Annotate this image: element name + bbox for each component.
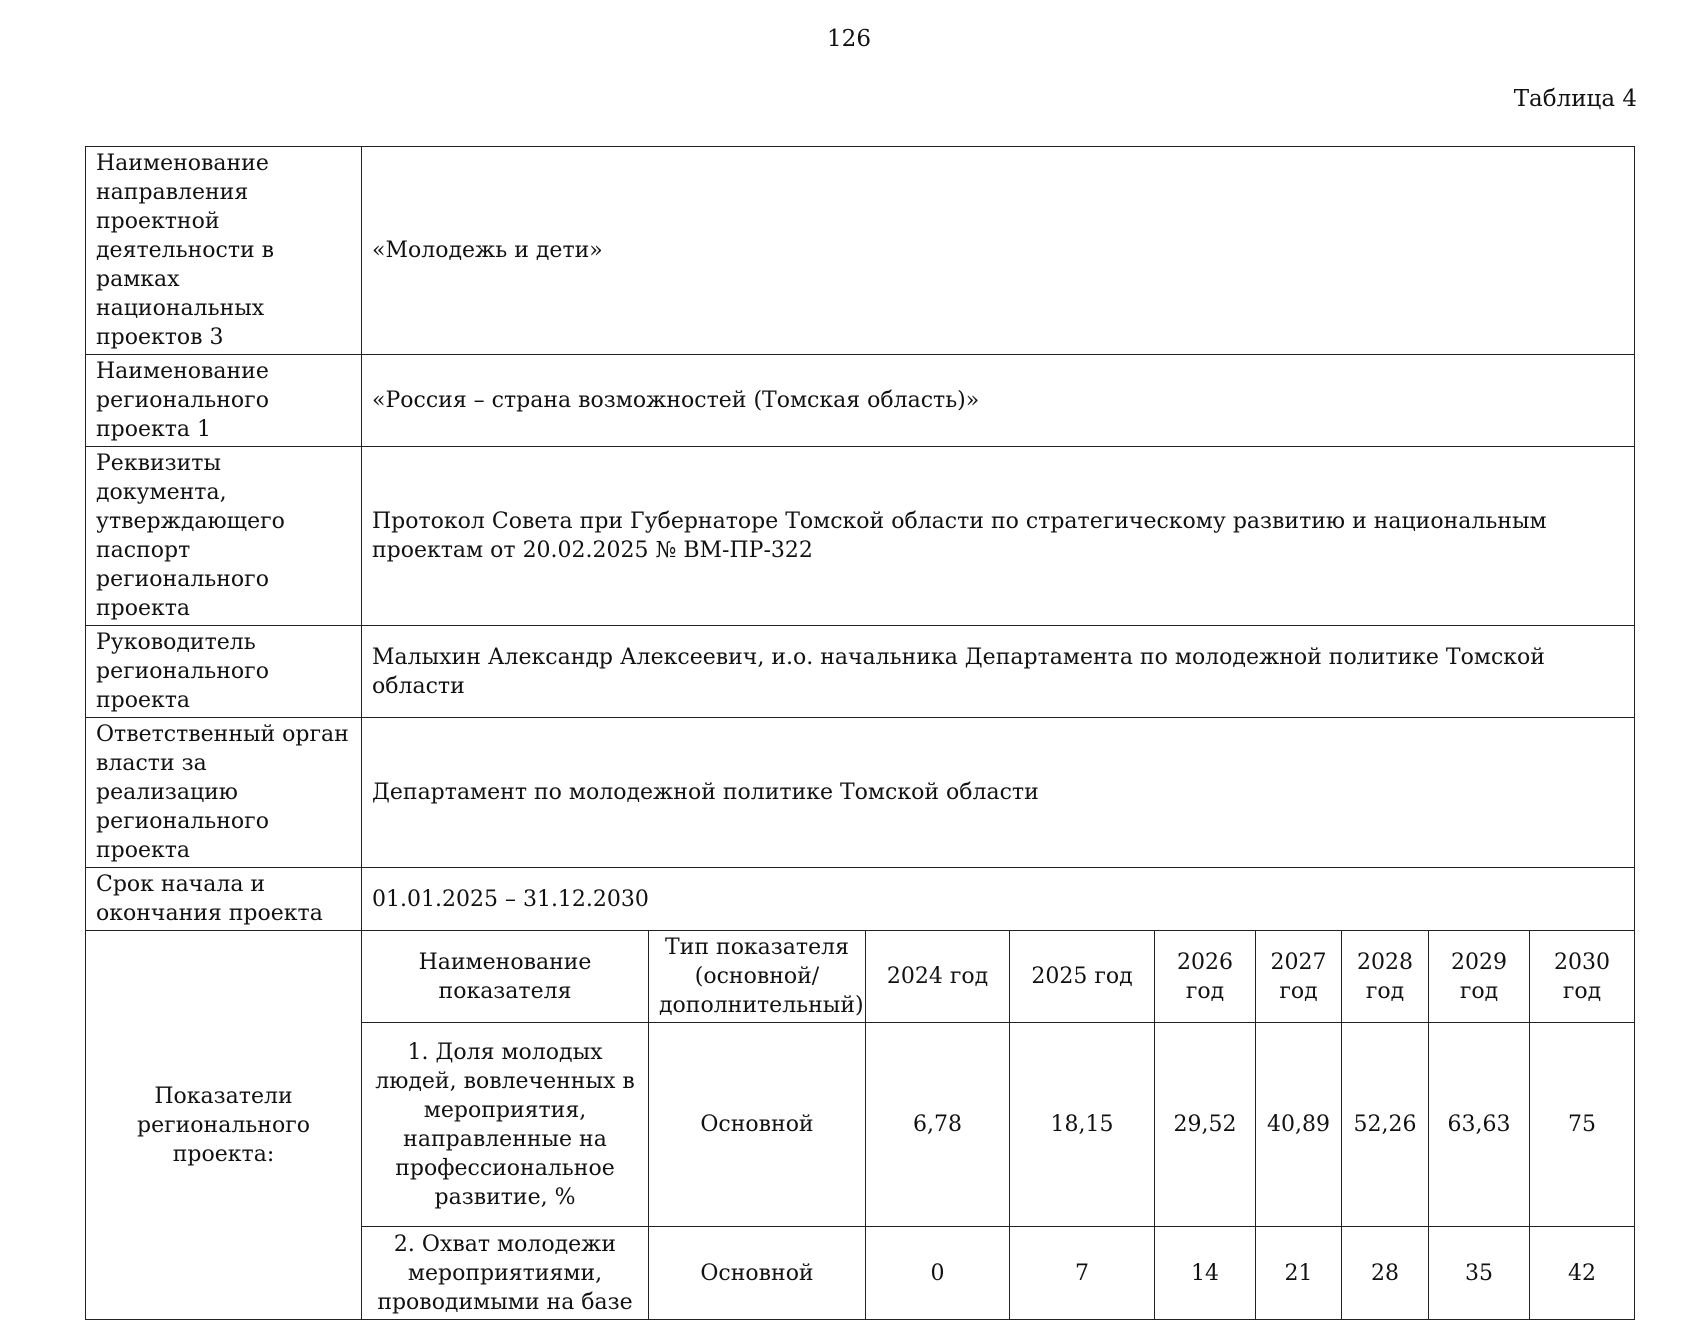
indicator-value-2028: 52,26 <box>1342 1023 1429 1227</box>
indicator-value-2030: 42 <box>1530 1227 1635 1320</box>
row-label-project-name: Наименование регионального проекта 1 <box>86 355 362 447</box>
indicator-value-2030: 75 <box>1530 1023 1635 1227</box>
row-label-period: Срок начала и окончания проекта <box>86 868 362 931</box>
table-caption: Таблица 4 <box>1513 86 1637 112</box>
indicator-value-2025: 7 <box>1010 1227 1155 1320</box>
row-value-manager: Малыхин Александр Алексеевич, и.о. начальника Департамента по молодежной политике Томской области <box>362 626 1635 718</box>
row-value-responsible-body: Департамент по молодежной политике Томской области <box>362 718 1635 868</box>
indicator-value-2029: 63,63 <box>1429 1023 1530 1227</box>
page-number: 126 <box>827 26 871 52</box>
header-year-2025: 2025 год <box>1010 931 1155 1023</box>
header-year-2028: 2028 год <box>1342 931 1429 1023</box>
row-value-direction: «Молодежь и дети» <box>362 147 1635 355</box>
header-year-2024: 2024 год <box>866 931 1010 1023</box>
indicator-value-2024: 0 <box>866 1227 1010 1320</box>
indicators-section-label: Показатели регионального проекта: <box>86 931 362 1320</box>
indicator-value-2026: 14 <box>1155 1227 1256 1320</box>
header-year-2027: 2027 год <box>1256 931 1342 1023</box>
header-indicator-name: Наименование показателя <box>362 931 649 1023</box>
indicator-name: 1. Доля молодых людей, вовлеченных в мероприятия, направленные на профессиональное развитие, % <box>362 1023 649 1227</box>
row-label-direction: Наименование направления проектной деятельности в рамках национальных проектов 3 <box>86 147 362 355</box>
indicator-value-2029: 35 <box>1429 1227 1530 1320</box>
indicator-value-2027: 21 <box>1256 1227 1342 1320</box>
header-year-2030: 2030 год <box>1530 931 1635 1023</box>
indicator-value-2026: 29,52 <box>1155 1023 1256 1227</box>
table-row <box>86 447 1635 626</box>
indicator-value-2025: 18,15 <box>1010 1023 1155 1227</box>
table-row <box>86 718 1635 868</box>
indicator-value-2024: 6,78 <box>866 1023 1010 1227</box>
header-indicator-type: Тип показателя (основной/ дополнительный) <box>649 931 866 1023</box>
table-row <box>86 868 1635 931</box>
row-value-period: 01.01.2025 – 31.12.2030 <box>362 868 1635 931</box>
row-label-manager: Руководитель регионального проекта <box>86 626 362 718</box>
row-label-document: Реквизиты документа, утверждающего паспорт регионального проекта <box>86 447 362 626</box>
indicators-header-row <box>86 931 1635 1023</box>
table-row <box>86 355 1635 447</box>
header-year-2029: 2029 год <box>1429 931 1530 1023</box>
row-value-project-name: «Россия – страна возможностей (Томская область)» <box>362 355 1635 447</box>
indicator-value-2027: 40,89 <box>1256 1023 1342 1227</box>
indicator-type: Основной <box>649 1023 866 1227</box>
project-table <box>85 146 1635 1320</box>
header-year-2026: 2026 год <box>1155 931 1256 1023</box>
indicator-name: 2. Охват молодежи мероприятиями, проводимыми на базе <box>362 1227 649 1320</box>
table-row <box>86 626 1635 718</box>
row-value-document: Протокол Совета при Губернаторе Томской области по стратегическому развитию и национальным проектам от 20.02.2025 № ВМ-ПР-322 <box>362 447 1635 626</box>
indicator-type: Основной <box>649 1227 866 1320</box>
indicator-value-2028: 28 <box>1342 1227 1429 1320</box>
table-row <box>86 147 1635 355</box>
row-label-responsible-body: Ответственный орган власти за реализацию регионального проекта <box>86 718 362 868</box>
